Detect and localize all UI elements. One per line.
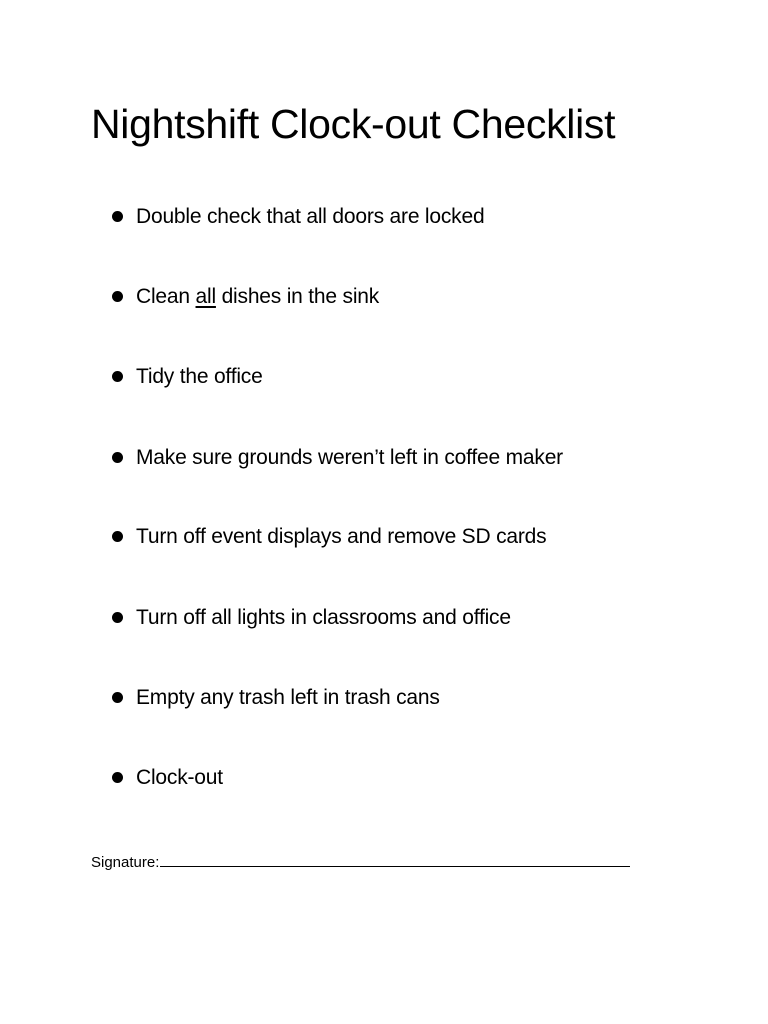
bullet-icon [112, 772, 123, 783]
page-title: Nightshift Clock-out Checklist [91, 101, 616, 147]
bullet-icon [112, 692, 123, 703]
checklist-item-text: Empty any trash left in trash cans [136, 686, 440, 709]
checklist-item-text: Turn off event displays and remove SD cards [136, 525, 547, 548]
checklist-item-text-after: dishes in the sink [215, 285, 380, 308]
bullet-icon [112, 371, 123, 382]
bullet-icon [112, 452, 123, 463]
checklist-item-text: Clock-out [136, 766, 223, 789]
checklist-item-text: Tidy the office [136, 365, 263, 388]
signature-line [160, 850, 630, 867]
checklist-item-text-before: Clean [136, 285, 196, 308]
checklist-item-text: Turn off all lights in classrooms and office [136, 606, 511, 629]
checklist-item-text: Double check that all doors are locked [136, 205, 485, 228]
signature-field [91, 850, 630, 874]
checklist-item-text: Make sure grounds weren’t left in coffee maker [136, 446, 563, 469]
emphasis-text: all [195, 285, 216, 308]
signature-label: Signature: [91, 854, 160, 871]
bullet-icon [112, 612, 123, 623]
bullet-icon [112, 211, 123, 222]
bullet-icon [112, 291, 123, 302]
checklist-item-text [136, 281, 379, 313]
bullet-icon [112, 531, 123, 542]
